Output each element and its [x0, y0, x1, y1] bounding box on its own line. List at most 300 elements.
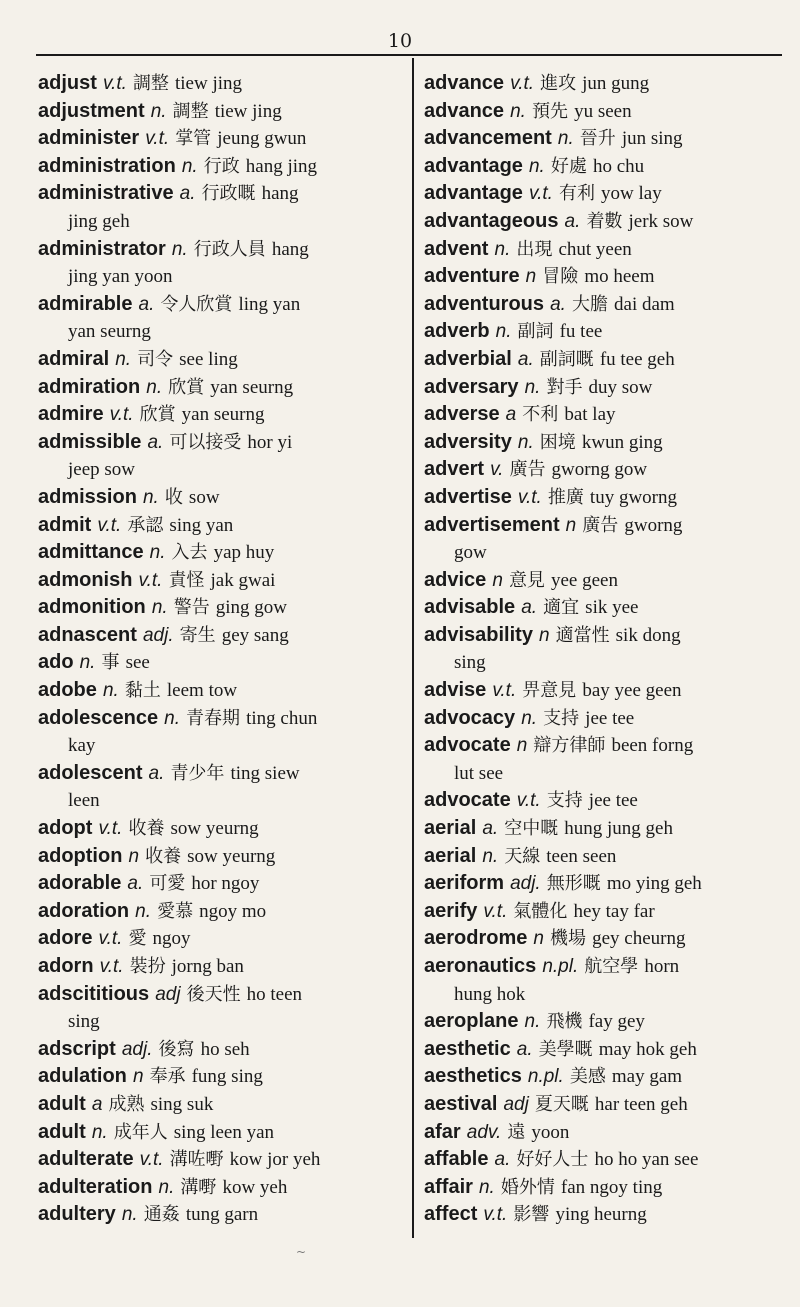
part-of-speech: v.t. — [483, 1204, 508, 1226]
headword: afar — [424, 1120, 461, 1143]
romanization: hey tay far — [573, 900, 655, 922]
dictionary-entry — [38, 70, 408, 98]
dictionary-entry — [38, 705, 408, 760]
part-of-speech: v.t. — [98, 818, 123, 840]
chinese-translation: 進攻 — [540, 73, 577, 94]
part-of-speech: v.t. — [109, 404, 134, 426]
part-of-speech: v.t. — [102, 73, 127, 94]
romanization: fu tee — [559, 321, 603, 343]
chinese-translation: 欣賞 — [139, 404, 176, 426]
chinese-translation: 航空學 — [584, 956, 639, 977]
chinese-translation: 青春期 — [186, 707, 241, 729]
romanization: may gam — [611, 1066, 683, 1088]
romanization: hor ngoy — [191, 873, 260, 895]
headword: advertisement — [424, 513, 560, 536]
romanization: ho chu — [592, 155, 645, 177]
left-column — [38, 70, 408, 1229]
chinese-translation: 好處 — [550, 155, 587, 177]
romanization: see — [125, 652, 150, 674]
dictionary-entry — [38, 346, 408, 374]
dictionary-entry — [424, 1063, 794, 1091]
part-of-speech: n. — [171, 238, 188, 260]
dictionary-entry — [38, 401, 408, 429]
column-divider — [412, 58, 414, 1238]
part-of-speech: n. — [494, 238, 511, 260]
dictionary-entry — [424, 677, 794, 705]
headword: adversary — [424, 375, 519, 398]
headword: adverse — [424, 403, 500, 426]
romanization: sing yan — [169, 514, 234, 536]
chinese-translation: 有利 — [558, 183, 595, 205]
chinese-translation: 預先 — [532, 100, 569, 122]
chinese-translation: 不利 — [522, 404, 559, 426]
chinese-translation: 夏天嘅 — [534, 1093, 589, 1115]
dictionary-entry — [424, 567, 794, 595]
part-of-speech: v.t. — [138, 569, 163, 591]
part-of-speech: a. — [564, 210, 581, 232]
chinese-translation: 愛慕 — [157, 900, 194, 922]
romanization: ying heurng — [555, 1204, 647, 1226]
chinese-translation: 行政人員 — [193, 238, 266, 260]
chinese-translation: 溝嘢 — [180, 1176, 217, 1198]
chinese-translation: 美感 — [569, 1066, 606, 1088]
headword: adorn — [38, 955, 94, 977]
headword: admiral — [38, 347, 110, 370]
romanization: tiew jing — [174, 73, 243, 94]
headword: aestival — [424, 1092, 498, 1115]
headword: aerial — [424, 844, 477, 867]
chinese-translation: 成年人 — [113, 1121, 168, 1143]
romanization: gworng — [624, 514, 683, 536]
dictionary-entry — [38, 1119, 408, 1147]
romanization: ngoy — [152, 928, 191, 950]
chinese-translation: 承認 — [127, 514, 164, 536]
dictionary-entry — [424, 622, 794, 677]
romanization-continued: sing — [454, 652, 486, 674]
chinese-translation: 困境 — [539, 431, 576, 453]
romanization-continued: leen — [68, 790, 100, 812]
part-of-speech: v.t. — [516, 790, 541, 812]
romanization: yow lay — [601, 183, 662, 205]
part-of-speech: n — [492, 569, 503, 591]
romanization: horn — [644, 956, 680, 977]
headword: advance — [424, 99, 505, 122]
chinese-translation: 廣告 — [509, 459, 546, 481]
romanization: hung jung geh — [564, 818, 673, 840]
headword: advantage — [424, 182, 523, 205]
headword: adoration — [38, 899, 130, 922]
chinese-translation: 適宜 — [543, 597, 580, 619]
headword: advocate — [424, 734, 511, 757]
romanization: jee tee — [585, 707, 635, 729]
headword: advocate — [424, 789, 511, 812]
romanization: ling yan — [238, 293, 301, 315]
dictionary-entry — [38, 1201, 408, 1229]
part-of-speech: n. — [121, 1204, 138, 1226]
headword: adulation — [38, 1065, 127, 1088]
dictionary-entry — [424, 70, 794, 98]
part-of-speech: v.t. — [145, 128, 170, 150]
dictionary-entry — [38, 1174, 408, 1202]
romanization: duy sow — [588, 376, 653, 398]
part-of-speech: n. — [524, 1011, 541, 1033]
part-of-speech: n. — [142, 486, 159, 508]
dictionary-entry — [38, 760, 408, 815]
part-of-speech: adj. — [142, 624, 174, 646]
chinese-translation: 青少年 — [170, 762, 225, 784]
chinese-translation: 廣告 — [582, 514, 619, 536]
romanization: yu seen — [574, 100, 632, 122]
chinese-translation: 冒險 — [542, 266, 579, 288]
romanization: chut yeen — [558, 238, 632, 260]
headword: adult — [38, 1120, 86, 1143]
headword: affect — [424, 1203, 478, 1226]
headword: aerify — [424, 899, 478, 922]
dictionary-entry — [424, 374, 794, 402]
headword: advent — [424, 237, 489, 260]
part-of-speech: n. — [482, 845, 499, 867]
headword: adversity — [424, 430, 512, 453]
headword: advisable — [424, 596, 516, 619]
part-of-speech: a. — [517, 348, 534, 370]
headword: adventure — [424, 265, 520, 288]
dictionary-entry — [38, 1091, 408, 1119]
chinese-translation: 收 — [164, 486, 183, 508]
part-of-speech: adj — [155, 983, 181, 1005]
romanization: ho seh — [200, 1038, 250, 1060]
headword: adorable — [38, 872, 122, 895]
headword: advancement — [424, 127, 552, 150]
dictionary-entry — [38, 180, 408, 235]
headword: advantage — [424, 154, 523, 177]
part-of-speech: v. — [490, 459, 504, 481]
romanization: fu tee geh — [599, 348, 675, 370]
dictionary-entry — [38, 539, 408, 567]
headword: aerodrome — [424, 927, 528, 950]
romanization: yap huy — [213, 542, 275, 564]
headword: affable — [424, 1148, 489, 1171]
dictionary-entry — [424, 456, 794, 484]
part-of-speech: a. — [550, 293, 566, 315]
romanization: bat lay — [564, 404, 616, 426]
romanization-continued: hung hok — [454, 983, 526, 1005]
romanization: teen seen — [546, 845, 617, 867]
part-of-speech: n. — [557, 128, 574, 150]
part-of-speech: n. — [91, 1121, 108, 1143]
headword: advice — [424, 568, 487, 591]
headword: administrator — [38, 237, 166, 260]
print-mark: ~ — [296, 1245, 307, 1259]
part-of-speech: n — [565, 514, 577, 536]
romanization: sow — [188, 486, 220, 508]
chinese-translation: 後寫 — [158, 1038, 195, 1060]
chinese-translation: 後天性 — [186, 983, 241, 1005]
chinese-translation: 行政嘅 — [201, 183, 256, 205]
romanization-continued: jing geh — [68, 210, 130, 232]
headword: admiration — [38, 375, 141, 398]
chinese-translation: 遠 — [507, 1121, 526, 1143]
dictionary-entry — [38, 815, 408, 843]
headword: adolescent — [38, 761, 143, 784]
dictionary-entry — [38, 512, 408, 540]
part-of-speech: n. — [151, 597, 168, 619]
headword: admire — [38, 403, 104, 426]
part-of-speech: a. — [494, 1149, 511, 1171]
romanization: ting chun — [246, 707, 318, 729]
headword: aeronautics — [424, 955, 537, 977]
dictionary-entry — [424, 843, 794, 871]
headword: adultery — [38, 1203, 116, 1226]
headword: advocacy — [424, 706, 516, 729]
chinese-translation: 警告 — [173, 597, 210, 619]
romanization: ho ho yan see — [594, 1149, 699, 1171]
headword: aeriform — [424, 872, 505, 895]
chinese-translation: 晉升 — [579, 128, 616, 150]
dictionary-entry — [424, 870, 794, 898]
part-of-speech: a. — [521, 597, 538, 619]
chinese-translation: 機場 — [550, 928, 587, 950]
part-of-speech: n. — [146, 376, 163, 398]
part-of-speech: n. — [478, 1176, 495, 1198]
page-number: 10 — [387, 30, 413, 52]
dictionary-entry — [38, 981, 408, 1036]
dictionary-entry — [424, 1008, 794, 1036]
chinese-translation: 溝咗嘢 — [169, 1149, 224, 1171]
chinese-translation: 大膽 — [571, 293, 608, 315]
chinese-translation: 入去 — [171, 542, 208, 564]
romanization: yee geen — [550, 569, 618, 591]
romanization: yan seurng — [210, 376, 294, 398]
romanization: ging gow — [215, 597, 288, 619]
headword: advert — [424, 458, 485, 481]
chinese-translation: 黏土 — [124, 680, 161, 702]
romanization: ngoy mo — [199, 900, 267, 922]
headword: adjust — [38, 72, 97, 94]
chinese-translation: 令人欣賞 — [160, 293, 233, 315]
headword: adscript — [38, 1037, 116, 1060]
headword: affair — [424, 1175, 473, 1198]
romanization: been forng — [611, 735, 694, 757]
chinese-translation: 空中嘅 — [504, 818, 559, 840]
part-of-speech: v.t. — [98, 928, 123, 950]
chinese-translation: 支持 — [543, 707, 580, 729]
dictionary-entry — [38, 429, 408, 484]
romanization: hang — [261, 183, 299, 205]
dictionary-entry — [424, 98, 794, 126]
part-of-speech: a. — [179, 183, 196, 205]
chinese-translation: 收養 — [145, 845, 182, 867]
chinese-translation: 畀意見 — [522, 680, 577, 702]
dictionary-entry — [38, 1146, 408, 1174]
dictionary-entry — [38, 567, 408, 595]
chinese-translation: 事 — [101, 652, 120, 674]
headword: advise — [424, 679, 487, 702]
romanization: ho teen — [246, 983, 303, 1005]
romanization: jee tee — [588, 790, 638, 812]
chinese-translation: 成熟 — [108, 1093, 145, 1115]
part-of-speech: a. — [138, 293, 155, 315]
chinese-translation: 收養 — [128, 818, 165, 840]
romanization: fay gey — [588, 1011, 645, 1033]
dictionary-entry — [38, 870, 408, 898]
dictionary-entry — [424, 291, 794, 319]
dictionary-entry — [424, 153, 794, 181]
part-of-speech: n. — [115, 348, 132, 370]
headword: ado — [38, 651, 74, 674]
romanization: ting siew — [230, 762, 300, 784]
romanization-continued: lut see — [454, 762, 504, 784]
part-of-speech: v.t. — [139, 1149, 164, 1171]
romanization-continued: kay — [68, 735, 96, 757]
right-column — [424, 70, 794, 1229]
dictionary-entry — [38, 484, 408, 512]
headword: advantageous — [424, 209, 559, 232]
part-of-speech: adv. — [466, 1121, 502, 1143]
chinese-translation: 飛機 — [546, 1011, 583, 1033]
chinese-translation: 氣體化 — [513, 900, 568, 922]
dictionary-entry — [38, 677, 408, 705]
part-of-speech: n. — [521, 707, 538, 729]
romanization: kow yeh — [222, 1176, 288, 1198]
part-of-speech: n. — [517, 431, 534, 453]
dictionary-entry — [424, 1119, 794, 1147]
part-of-speech: v.t. — [99, 956, 124, 977]
dictionary-entry — [424, 236, 794, 264]
part-of-speech: n.pl. — [542, 956, 579, 977]
dictionary-entry — [424, 401, 794, 429]
chinese-translation: 可愛 — [149, 873, 186, 895]
headword: admonish — [38, 568, 133, 591]
dictionary-entry — [38, 236, 408, 291]
headword: admirable — [38, 292, 133, 315]
chinese-translation: 副詞嘅 — [539, 348, 594, 370]
romanization: bay yee geen — [582, 680, 682, 702]
headword: aesthetics — [424, 1065, 522, 1088]
dictionary-entry — [424, 208, 794, 236]
dictionary-entry — [424, 125, 794, 153]
dictionary-entry — [38, 1063, 408, 1091]
headword: adulterate — [38, 1148, 134, 1171]
romanization-continued: jing yan yoon — [68, 266, 173, 288]
headword: aeroplane — [424, 1010, 519, 1033]
dictionary-entry — [38, 843, 408, 871]
part-of-speech: n — [525, 266, 537, 288]
romanization: sow yeurng — [187, 845, 276, 867]
dictionary-entry — [38, 153, 408, 181]
headword: admit — [38, 513, 92, 536]
part-of-speech: v.t. — [517, 486, 542, 508]
romanization: gworng gow — [551, 459, 648, 481]
headword: adopt — [38, 817, 93, 840]
headword: adult — [38, 1092, 86, 1115]
part-of-speech: n. — [181, 155, 198, 177]
dictionary-entry — [38, 925, 408, 953]
dictionary-entry — [424, 705, 794, 733]
dictionary-entry — [424, 1174, 794, 1202]
part-of-speech: n. — [495, 321, 512, 343]
dictionary-entry — [38, 898, 408, 926]
romanization: hor yi — [247, 431, 293, 453]
dictionary-entry — [38, 953, 408, 981]
chinese-translation: 愛 — [128, 928, 147, 950]
chinese-translation: 寄生 — [179, 624, 216, 646]
chinese-translation: 出現 — [516, 238, 553, 260]
part-of-speech: v.t. — [483, 900, 508, 922]
headword: adnascent — [38, 623, 137, 646]
headword: adulteration — [38, 1175, 153, 1198]
romanization-continued: jeep sow — [68, 459, 136, 481]
headword: adore — [38, 927, 93, 950]
chinese-translation: 推廣 — [547, 486, 584, 508]
romanization-continued: yan seurng — [68, 321, 151, 343]
chinese-translation: 掌管 — [175, 128, 212, 150]
dictionary-entry — [38, 1036, 408, 1064]
romanization: dai dam — [614, 293, 675, 315]
part-of-speech: n. — [528, 155, 545, 177]
headword: admonition — [38, 596, 146, 619]
romanization: tung garn — [185, 1204, 259, 1226]
headword: advisability — [424, 623, 533, 646]
romanization: yan seurng — [181, 404, 265, 426]
romanization: sik dong — [615, 624, 681, 646]
romanization-continued: sing — [68, 1011, 100, 1033]
romanization: hang jing — [245, 155, 318, 177]
romanization: may hok geh — [598, 1038, 697, 1060]
chinese-translation: 調整 — [132, 73, 169, 94]
dictionary-entry — [424, 429, 794, 457]
headword: adolescence — [38, 706, 159, 729]
dictionary-entry — [38, 125, 408, 153]
dictionary-entry — [38, 649, 408, 677]
dictionary-entry — [424, 318, 794, 346]
romanization: jeung gwun — [217, 128, 307, 150]
part-of-speech: n. — [510, 100, 526, 122]
chinese-translation: 通姦 — [143, 1204, 180, 1226]
dictionary-entry — [424, 925, 794, 953]
romanization: jun gung — [582, 73, 650, 94]
part-of-speech: adj. — [510, 873, 541, 895]
headword: admissible — [38, 430, 142, 453]
part-of-speech: n. — [164, 707, 180, 729]
part-of-speech: a — [505, 404, 517, 426]
part-of-speech: n — [128, 845, 140, 867]
chinese-translation: 行政 — [203, 155, 240, 177]
part-of-speech: n. — [524, 376, 541, 398]
part-of-speech: a. — [482, 818, 499, 840]
headword: adjustment — [38, 99, 145, 122]
romanization: jerk sow — [628, 210, 694, 232]
chinese-translation: 婚外情 — [500, 1176, 555, 1198]
romanization: hang — [271, 238, 309, 260]
part-of-speech: n — [132, 1066, 144, 1088]
chinese-translation: 無形嘅 — [546, 873, 601, 895]
romanization: fung sing — [191, 1066, 263, 1088]
romanization: gey sang — [221, 624, 289, 646]
headword: adverbial — [424, 347, 512, 370]
headword: adoption — [38, 844, 123, 867]
dictionary-entry — [38, 291, 408, 346]
chinese-translation: 美學嘅 — [538, 1038, 593, 1060]
headword: aesthetic — [424, 1037, 511, 1060]
part-of-speech: n. — [102, 680, 119, 702]
chinese-translation: 副詞 — [517, 321, 554, 343]
romanization: sow yeurng — [170, 818, 259, 840]
part-of-speech: v.t. — [528, 183, 553, 205]
romanization: kwun ging — [581, 431, 663, 453]
headword: administrative — [38, 182, 174, 205]
romanization: jak gwai — [210, 569, 276, 591]
headword: advertise — [424, 485, 512, 508]
